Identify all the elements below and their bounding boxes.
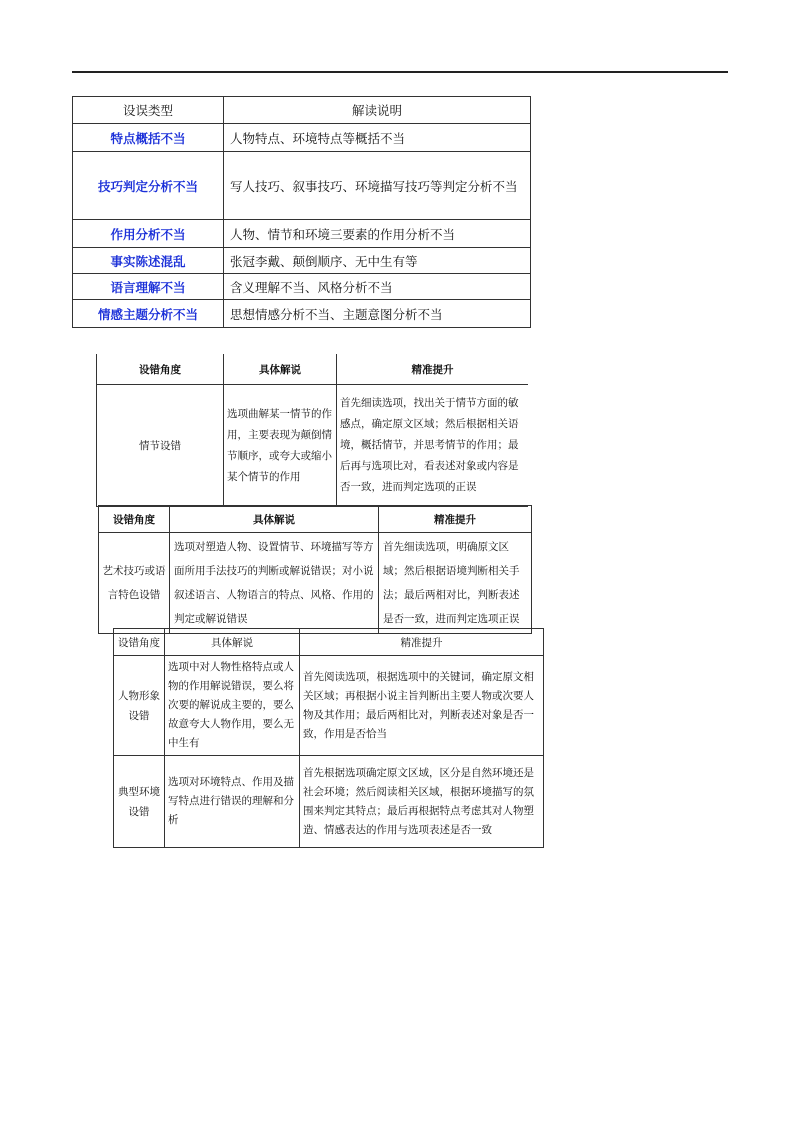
table-header-row: [97, 354, 529, 385]
error-desc-cell: 含义理解不当、风格分析不当: [224, 274, 531, 300]
table-header-row: [99, 506, 532, 533]
plot-error-table: [96, 354, 528, 507]
error-desc-cell: 人物、情节和环境三要素的作用分析不当: [224, 220, 531, 248]
angle-cell: 典型环境设错: [114, 756, 165, 848]
angle-cell: 情节设错: [97, 385, 224, 507]
header-rule: [72, 71, 728, 73]
improve-cell: 首先阅读选项，根据选项中的关键词，确定原文相关区域；再根据小说主旨判断出主要人物或次要人物及其作用；最后两相比对，判断表述对象是否一致，作用是否恰当: [300, 656, 544, 756]
explain-cell: 选项曲解某一情节的作用，主要表现为颠倒情节顺序，或夸大或缩小某个情节的作用: [224, 385, 337, 507]
table-header-row: [73, 97, 531, 124]
angle-cell: 人物形象设错: [114, 656, 165, 756]
improve-cell: 首先细读选项，找出关于情节方面的敏感点，确定原文区域；然后根据相关语境，概括情节，并思考情节的作用；最后再与选项比对，看表述对象或内容是否一致，进而判定选项的正误: [337, 385, 529, 507]
explain-cell: 选项对塑造人物、设置情节、环境描写等方面所用手法技巧的判断或解说错误；对小说叙述语言、人物语言的特点、风格、作用的判定或解说错误: [170, 533, 379, 634]
angle-cell: 艺术技巧或语言特色设错: [99, 533, 170, 634]
character-environment-error-table: [113, 628, 544, 848]
explain-cell: 选项对环境特点、作用及描写特点进行错误的理解和分析: [165, 756, 300, 848]
table-row: [114, 656, 544, 756]
error-desc-cell: 写人技巧、叙事技巧、环境描写技巧等判定分析不当: [224, 152, 531, 220]
error-type-table: [72, 96, 531, 328]
table-row: [73, 152, 531, 220]
error-type-cell: 事实陈述混乱: [73, 248, 224, 274]
table-row: [73, 248, 531, 274]
technique-error-table: [98, 505, 532, 634]
error-desc-cell: 张冠李戴、颠倒顺序、无中生有等: [224, 248, 531, 274]
error-type-cell: 特点概括不当: [73, 124, 224, 152]
table-row: [114, 756, 544, 848]
error-type-cell: 作用分析不当: [73, 220, 224, 248]
column-header-type: 设误类型: [73, 97, 224, 124]
table-row: [97, 385, 529, 507]
column-header-angle: 设错角度: [99, 506, 170, 533]
error-type-cell: 情感主题分析不当: [73, 300, 224, 328]
improve-cell: 首先细读选项，明确原文区域；然后根据语境判断相关手法；最后两相对比，判断表述是否一致，进而判定选项正误: [379, 533, 532, 634]
table-row: [73, 220, 531, 248]
column-header-explain: 具体解说: [170, 506, 379, 533]
column-header-desc: 解读说明: [224, 97, 531, 124]
error-type-cell: 语言理解不当: [73, 274, 224, 300]
column-header-explain: 具体解说: [165, 629, 300, 656]
table-row: [73, 274, 531, 300]
column-header-improve: 精准提升: [300, 629, 544, 656]
column-header-angle: 设错角度: [97, 354, 224, 385]
table-row: [73, 124, 531, 152]
column-header-angle: 设错角度: [114, 629, 165, 656]
column-header-improve: 精准提升: [337, 354, 529, 385]
column-header-explain: 具体解说: [224, 354, 337, 385]
improve-cell: 首先根据选项确定原文区域，区分是自然环境还是社会环境；然后阅读相关区域，根据环境描写的氛围来判定其特点；最后再根据特点考虑其对人物塑造、情感表达的作用与选项表述是否一致: [300, 756, 544, 848]
table-row: [99, 533, 532, 634]
error-type-cell: 技巧判定分析不当: [73, 152, 224, 220]
column-header-improve: 精准提升: [379, 506, 532, 533]
explain-cell: 选项中对人物性格特点或人物的作用解说错误，要么将次要的解说成主要的，要么故意夸大人物作用，要么无中生有: [165, 656, 300, 756]
table-header-row: [114, 629, 544, 656]
table-row: [73, 300, 531, 328]
error-desc-cell: 人物特点、环境特点等概括不当: [224, 124, 531, 152]
error-desc-cell: 思想情感分析不当、主题意图分析不当: [224, 300, 531, 328]
